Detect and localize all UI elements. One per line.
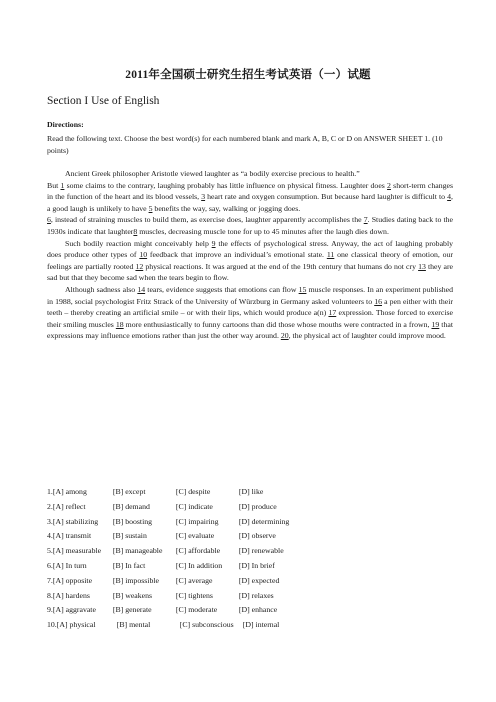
blank-number: 20 bbox=[280, 331, 289, 341]
choice-b: [B] manageable bbox=[112, 546, 163, 556]
answer-options bbox=[47, 485, 313, 633]
choice-b: [B] generate bbox=[112, 605, 152, 615]
passage-text: more enthusiastically to funny cartoons than did those whose mouths were contracted in a frown, bbox=[123, 319, 432, 329]
blank-number: 7 bbox=[363, 215, 368, 225]
passage-paragraph bbox=[47, 168, 453, 180]
reading-passage bbox=[47, 168, 453, 342]
passage-text: , a good laugh is unlikely to have bbox=[47, 192, 453, 213]
choice-b: [B] mental bbox=[116, 620, 151, 630]
choice-c: [C] despite bbox=[175, 487, 211, 496]
blank-number: 15 bbox=[298, 284, 307, 294]
choice-d: [D] observe bbox=[238, 531, 276, 541]
blank-number: 8 bbox=[133, 226, 138, 236]
section-heading: Section I Use of English bbox=[47, 95, 160, 107]
option-row bbox=[47, 500, 313, 515]
passage-text: they are sad but that they become sad when the tears begin to flow. bbox=[47, 261, 453, 283]
choice-b: [B] except bbox=[112, 487, 146, 496]
choice-a: [A] hardens bbox=[52, 590, 90, 600]
passage-paragraph bbox=[47, 284, 453, 342]
choice-b: [B] weakens bbox=[112, 590, 153, 600]
choice-c: [C] affordable bbox=[175, 546, 221, 556]
choice-a: [A] aggravate bbox=[52, 605, 96, 615]
blank-number: 2 bbox=[387, 180, 391, 190]
question-number: 9. bbox=[47, 605, 53, 615]
choice-c: [C] tightens bbox=[175, 590, 213, 600]
question-number: 6. bbox=[47, 560, 53, 570]
blank-number: 17 bbox=[328, 308, 337, 318]
question-number: 8. bbox=[47, 590, 53, 600]
blank-number: 11 bbox=[326, 250, 335, 260]
blank-number: 6 bbox=[47, 215, 51, 225]
blank-number: 1 bbox=[60, 180, 65, 190]
passage-paragraph bbox=[47, 214, 453, 237]
passage-text: one classical theory of emotion, our feelings are partially rooted bbox=[47, 250, 454, 271]
question-number: 2. bbox=[47, 501, 53, 511]
question-number: 10. bbox=[47, 620, 57, 630]
option-row bbox=[47, 529, 313, 544]
passage-text: expression. Those forced to exercise their smiling muscles bbox=[47, 308, 453, 329]
passage-paragraph bbox=[47, 238, 453, 284]
choice-b: [B] demand bbox=[112, 501, 150, 511]
choice-c: [C] subconscious bbox=[179, 620, 234, 630]
choice-b: [B] impossible bbox=[112, 575, 159, 585]
directions-heading: Directions: bbox=[47, 120, 84, 129]
choice-d: [D] determining bbox=[238, 516, 290, 526]
choice-a: [A] opposite bbox=[52, 575, 93, 585]
choice-a: [A] stabilizing bbox=[52, 516, 99, 526]
passage-text: muscle responses. In an experiment published in 1988, social psychologist Fritz Strack of the University of Würzburg in Germany asked volunteers to bbox=[47, 284, 453, 306]
choice-a: [A] measurable bbox=[52, 546, 102, 556]
choice-b: [B] boosting bbox=[112, 516, 153, 526]
exam-title: 2011年全国硕士研究生招生考试英语（一）试题 bbox=[125, 69, 371, 81]
choice-d: [D] internal bbox=[242, 620, 280, 630]
blank-number: 13 bbox=[418, 261, 426, 271]
passage-text: But bbox=[47, 180, 61, 190]
choice-d: [D] like bbox=[238, 487, 264, 496]
passage-text: physical reactions. It was argued at the end of the 19th century that humans do not cry bbox=[143, 261, 419, 271]
passage-text: the effects of psychological stress. Anyway, the act of laughing probably does produce other types of bbox=[47, 238, 454, 260]
blank-number: 9 bbox=[211, 238, 216, 248]
blank-number: 10 bbox=[139, 250, 148, 260]
passage-text: tears, evidence suggests that emotions can flow bbox=[145, 284, 299, 294]
passage-text: muscles, decreasing muscle tone for up to 45 minutes after the laugh dies down. bbox=[137, 226, 389, 236]
passage-text: , the physical act of laughter could improve mood. bbox=[288, 331, 446, 341]
passage-text: Ancient Greek philosopher Aristotle viewed laughter as “a bodily exercise precious to health.” bbox=[65, 169, 360, 178]
choice-a: [A] reflect bbox=[52, 501, 86, 511]
passage-text: a pen either with their teeth – thereby creating an artificial smile – or with their lips, which would produce a(n) bbox=[47, 296, 453, 318]
passage-paragraph bbox=[47, 180, 453, 215]
blank-number: 16 bbox=[374, 296, 382, 306]
passage-text: benefits the way, say, walking or jogging does. bbox=[152, 203, 301, 213]
passage-text: heart rate and oxygen consumption. But because hard laughter is difficult to bbox=[205, 192, 448, 202]
blank-number: 3 bbox=[201, 192, 206, 202]
option-row bbox=[47, 515, 313, 530]
passage-text: that expressions may influence emotions rather than just the other way around. bbox=[47, 319, 453, 341]
choice-a: [A] among bbox=[52, 487, 87, 496]
blank-number: 18 bbox=[115, 319, 124, 329]
choice-b: [B] sustain bbox=[112, 531, 147, 541]
passage-text: short-term changes in the function of the heart and its blood vessels, bbox=[47, 180, 453, 202]
option-row bbox=[47, 603, 313, 618]
directions-text: Read the following text. Choose the best word(s) for each numbered blank and mark A, B, C or D on ANSWER SHEET 1. (10 points) bbox=[47, 134, 443, 155]
choice-d: [D] expected bbox=[238, 575, 280, 585]
question-number: 1. bbox=[47, 487, 53, 496]
choice-c: [C] evaluate bbox=[175, 531, 215, 541]
choice-c: [C] average bbox=[175, 575, 213, 585]
passage-text: Such bodily reaction might conceivably help bbox=[65, 238, 212, 248]
choice-d: [D] In brief bbox=[238, 560, 275, 570]
choice-a: [A] In turn bbox=[52, 560, 87, 570]
passage-text: some claims to the contrary, laughing probably has little influence on physical fitness. Laughter does bbox=[64, 180, 388, 190]
blank-number: 19 bbox=[431, 319, 440, 329]
choice-d: [D] renewable bbox=[238, 546, 284, 556]
blank-number: 14 bbox=[137, 284, 146, 294]
option-row bbox=[47, 485, 313, 500]
question-number: 7. bbox=[47, 575, 53, 585]
option-row bbox=[47, 559, 313, 574]
question-number: 3. bbox=[47, 516, 53, 526]
option-row bbox=[47, 544, 313, 559]
question-number: 4. bbox=[47, 531, 53, 541]
choice-c: [C] moderate bbox=[175, 605, 218, 615]
choice-d: [D] enhance bbox=[238, 605, 278, 615]
choice-d: [D] relaxes bbox=[238, 590, 274, 600]
blank-number: 5 bbox=[148, 203, 153, 213]
option-row bbox=[47, 589, 313, 604]
blank-number: 12 bbox=[135, 261, 144, 271]
choice-c: [C] indicate bbox=[175, 501, 213, 511]
blank-number: 4 bbox=[447, 192, 452, 202]
passage-text: feedback that improve an individual’s emotional state. bbox=[147, 250, 327, 260]
option-row bbox=[47, 618, 313, 633]
choice-c: [C] In addition bbox=[175, 560, 223, 570]
passage-text: Although sadness also bbox=[65, 284, 138, 294]
choice-c: [C] impairing bbox=[175, 516, 219, 526]
choice-d: [D] produce bbox=[238, 501, 277, 511]
passage-text: , instead of straining muscles to build them, as exercise does, laughter apparently accomplishes the bbox=[50, 215, 364, 225]
choice-b: [B] In fact bbox=[112, 560, 146, 570]
choice-a: [A] transmit bbox=[52, 531, 92, 541]
passage-text: . Studies dating back to the 1930s indicate that laughter bbox=[47, 215, 453, 236]
question-number: 5. bbox=[47, 546, 53, 556]
option-row bbox=[47, 574, 313, 589]
choice-a: [A] physical bbox=[56, 620, 96, 630]
